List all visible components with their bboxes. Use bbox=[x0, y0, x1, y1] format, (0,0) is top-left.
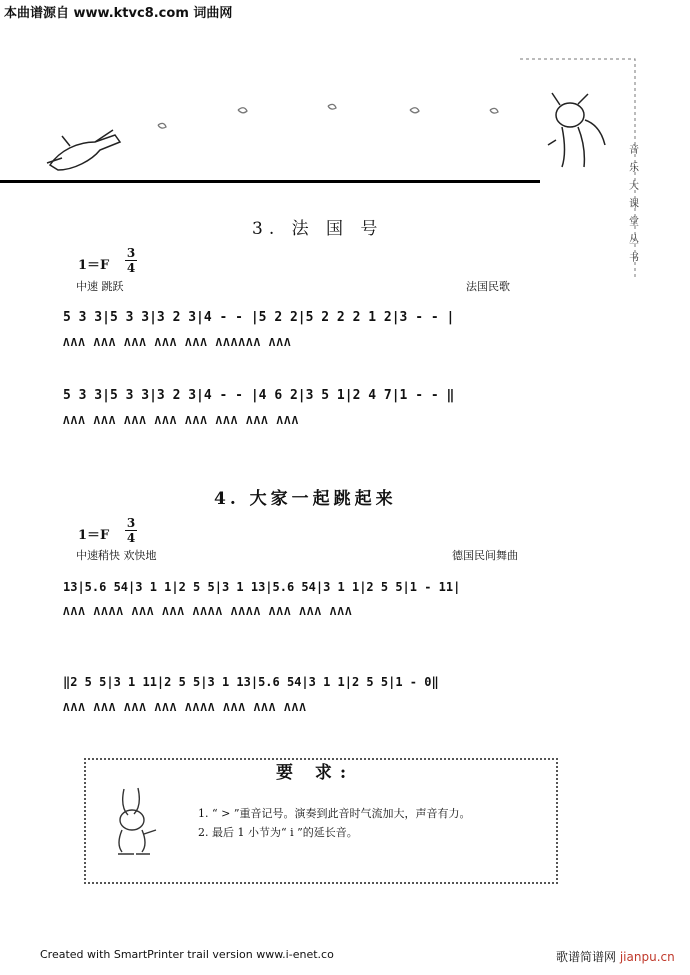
rabbit-reading-icon bbox=[104, 784, 164, 859]
watermark-bottom-pinyin: jianpu.cn bbox=[619, 950, 675, 964]
requirement-item-2: 2. 最后 1 小节为“ i ”的延长音。 bbox=[198, 826, 358, 839]
series-side-label bbox=[624, 142, 644, 268]
song3-tonguing-line-1: ΛΛΛ ΛΛΛ ΛΛΛ ΛΛΛ ΛΛΛ ΛΛΛΛΛΛ ΛΛΛ bbox=[63, 336, 292, 349]
song4-tempo: 中速稍快 欢快地 bbox=[76, 549, 157, 562]
song3-time-bottom: 4 bbox=[126, 261, 136, 275]
flying-leaves-decoration bbox=[158, 104, 498, 128]
watermark-bottom bbox=[556, 948, 675, 965]
watermark-top: 本曲谱源自 www.ktvc8.com 词曲网 bbox=[4, 6, 233, 21]
song3-key: 1＝F bbox=[78, 258, 110, 273]
song3-title: 3. 法 国 号 bbox=[252, 219, 384, 239]
song4-staff-line-2: ‖2 5 5|3 1 11|2 5 5|3 1 13|5.6 54|3 1 1|2 5 5|1 - 0‖ bbox=[63, 675, 439, 689]
song3-staff-line-1: 5 3 3|5 3 3|3 2 3|4 - - |5 2 2|5 2 2 2 1 2|3 - - | bbox=[63, 310, 455, 325]
song4-staff-line-1: 13|5.6 54|3 1 1|2 5 5|3 1 13|5.6 54|3 1 1|2 5 5|1 - 11| bbox=[63, 580, 461, 594]
flying-character-left-icon bbox=[47, 130, 120, 170]
footer-text: Created with SmartPrinter trail version www.i-enet.co bbox=[40, 948, 334, 961]
requirement-item-1: 1. “ > ”重音记号。演奏到此音时气流加大，声音有力。 bbox=[198, 807, 471, 820]
watermark-bottom-text: 歌谱简谱网 bbox=[556, 950, 617, 964]
requirements-title: 要 求: bbox=[276, 763, 355, 783]
song4-time-signature bbox=[125, 516, 137, 545]
song3-source: 法国民歌 bbox=[466, 280, 510, 293]
song4-tonguing-line-1: ΛΛΛ ΛΛΛΛ ΛΛΛ ΛΛΛ ΛΛΛΛ ΛΛΛΛ ΛΛΛ ΛΛΛ ΛΛΛ bbox=[63, 605, 353, 618]
song3-time-top: 3 bbox=[126, 246, 136, 260]
header-divider bbox=[0, 180, 540, 183]
song4-key: 1＝F bbox=[78, 528, 110, 543]
song4-title: 4. 大家一起跳起来 bbox=[214, 489, 397, 509]
song3-time-signature bbox=[125, 246, 137, 275]
series-side-text: 音乐大课堂丛书 bbox=[629, 145, 639, 264]
song4-source: 德国民间舞曲 bbox=[452, 549, 518, 562]
song4-time-top: 3 bbox=[126, 516, 136, 530]
song3-tempo: 中速 跳跃 bbox=[76, 280, 124, 293]
song3-staff-line-2: 5 3 3|5 3 3|3 2 3|4 - - |4 6 2|3 5 1|2 4 7|1 - - ‖ bbox=[63, 388, 455, 403]
song3-tonguing-line-2: ΛΛΛ ΛΛΛ ΛΛΛ ΛΛΛ ΛΛΛ ΛΛΛ ΛΛΛ ΛΛΛ bbox=[63, 414, 300, 427]
song4-tonguing-line-2: ΛΛΛ ΛΛΛ ΛΛΛ ΛΛΛ ΛΛΛΛ ΛΛΛ ΛΛΛ ΛΛΛ bbox=[63, 701, 307, 714]
song4-time-bottom: 4 bbox=[126, 531, 136, 545]
